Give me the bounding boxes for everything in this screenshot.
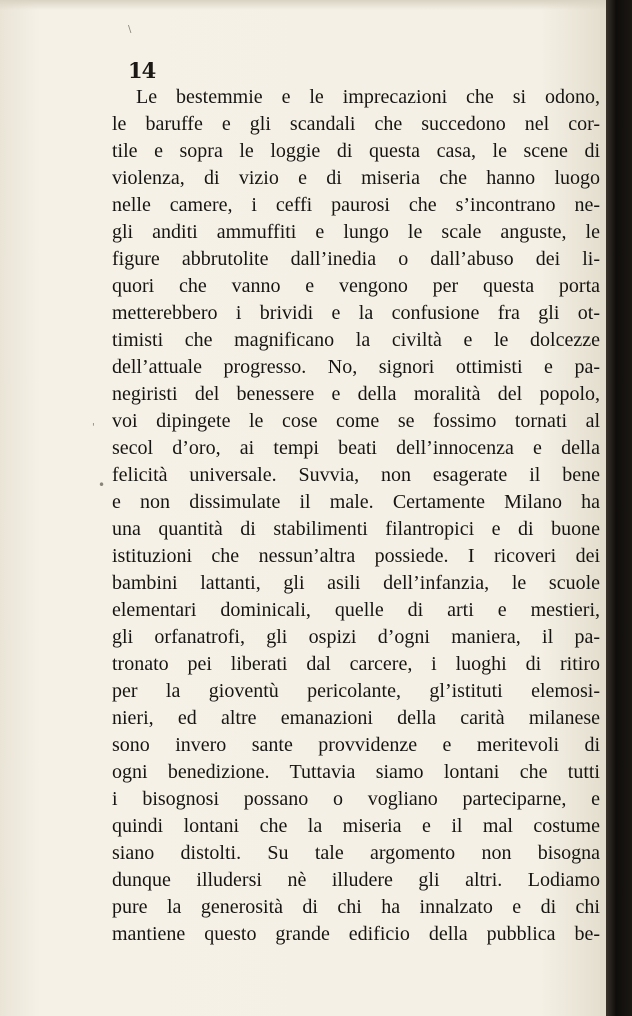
text-line: gli anditi ammuffiti e lungo le scale anguste, le bbox=[112, 221, 600, 243]
ink-speck: • bbox=[98, 478, 106, 492]
text-line: metterebbero i brividi e la confusione fra gli ot- bbox=[112, 302, 600, 324]
text-line: voi dipingete le cose come se fossimo tornati al bbox=[112, 410, 600, 432]
ink-speck: \ bbox=[128, 24, 132, 35]
text-line: tile e sopra le loggie di questa casa, le scene di bbox=[112, 140, 600, 162]
text-line: pure la generosità di chi ha innalzato e di chi bbox=[112, 896, 600, 918]
text-line: Le bestemmie e le imprecazioni che si odono, bbox=[136, 86, 600, 108]
text-line: mantiene questo grande edificio della pubblica be- bbox=[112, 923, 600, 945]
text-line: elementari dominicali, quelle di arti e mestieri, bbox=[112, 599, 600, 621]
text-line: e non dissimulate il male. Certamente Milano ha bbox=[112, 491, 600, 513]
text-line: timisti che magnificano la civiltà e le dolcezze bbox=[112, 329, 600, 351]
page-number: 14 bbox=[128, 58, 156, 83]
text-line: le baruffe e gli scandali che succedono nel cor- bbox=[112, 113, 600, 135]
text-line: negiristi del benessere e della moralità del popolo, bbox=[112, 383, 600, 405]
text-line: dell’attuale progresso. No, signori ottimisti e pa- bbox=[112, 356, 600, 378]
text-line: felicità universale. Suvvia, non esagerate il bene bbox=[112, 464, 600, 486]
text-line: i bisognosi possano o vogliano parteciparne, e bbox=[112, 788, 600, 810]
text-line: ogni benedizione. Tuttavia siamo lontani che tutti bbox=[112, 761, 600, 783]
ink-speck: ' bbox=[92, 422, 95, 433]
text-line: violenza, di vizio e di miseria che hanno luogo bbox=[112, 167, 600, 189]
text-line: bambini lattanti, gli asili dell’infanzia, le scuole bbox=[112, 572, 600, 594]
text-line: sono invero sante provvidenze e meritevoli di bbox=[112, 734, 600, 756]
text-line: secol d’oro, ai tempi beati dell’innocenza e della bbox=[112, 437, 600, 459]
text-line: quori che vanno e vengono per questa porta bbox=[112, 275, 600, 297]
book-spine-edge bbox=[606, 0, 632, 1016]
text-line: gli orfanatrofi, gli ospizi d’ogni maniera, il pa- bbox=[112, 626, 600, 648]
text-line: per la gioventù pericolante, gl’istituti elemosi- bbox=[112, 680, 600, 702]
text-line: quindi lontani che la miseria e il mal costume bbox=[112, 815, 600, 837]
body-text bbox=[112, 84, 600, 948]
text-line: tronato pei liberati dal carcere, i luoghi di ritiro bbox=[112, 653, 600, 675]
text-line: una quantità di stabilimenti filantropici e di buone bbox=[112, 518, 600, 540]
text-line: figure abbrutolite dall’inedia o dall’abuso dei li- bbox=[112, 248, 600, 270]
text-line: dunque illudersi nè illudere gli altri. Lodiamo bbox=[112, 869, 600, 891]
text-line: nieri, ed altre emanazioni della carità milanese bbox=[112, 707, 600, 729]
text-line: siano distolti. Su tale argomento non bisogna bbox=[112, 842, 600, 864]
text-line: nelle camere, i ceffi paurosi che s’incontrano ne- bbox=[112, 194, 600, 216]
text-line: istituzioni che nessun’altra possiede. I ricoveri dei bbox=[112, 545, 600, 567]
